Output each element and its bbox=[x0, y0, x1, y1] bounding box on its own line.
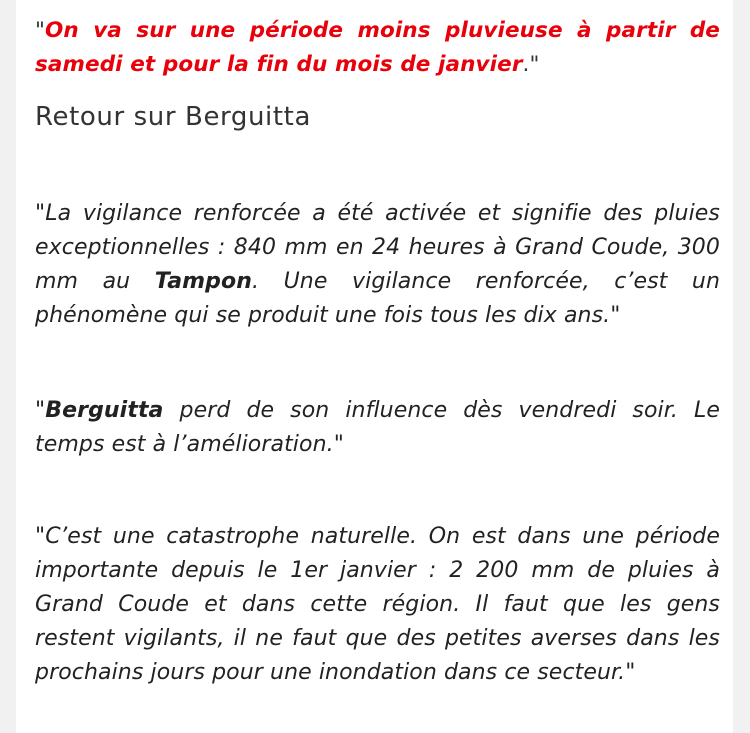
section-title: Retour sur Berguitta bbox=[35, 102, 311, 132]
quote-open-mark: " bbox=[35, 524, 46, 549]
quote-close-mark: " bbox=[625, 660, 636, 685]
quote-text: C’est une catastrophe naturelle. On est dans une période importante depuis le 1er janvier : 2 200 mm de pluies à Grand Coude et dans cette région. Il faut que les gens restent vigilants, il ne faut que des petites averses dans les prochains jours pour une inondation dans ce secteur. bbox=[35, 524, 720, 685]
quote-text: perd de son influence dès vendredi soir. Le temps est à l’amélioration. bbox=[35, 398, 720, 457]
quote-bold-place: Tampon bbox=[154, 269, 252, 294]
quote-bold-name: Berguitta bbox=[45, 398, 164, 423]
quote-paragraph-berguitta bbox=[35, 394, 720, 462]
quote-paragraph-vigilance bbox=[35, 197, 720, 333]
quote-open-mark: " bbox=[35, 398, 46, 423]
quote-open-mark: " bbox=[35, 18, 45, 43]
quote-close-mark: ." bbox=[522, 52, 540, 77]
quote-paragraph-catastrophe bbox=[35, 520, 720, 690]
headline-quote-text: On va sur une période moins pluvieuse à partir de samedi et pour la fin du mois de janvier bbox=[35, 18, 720, 77]
quote-text: La vigilance renforcée a été activée et signifie des pluies exceptionnelles : 840 mm en 24 heures à Grand Coude, 300 mm au bbox=[35, 201, 720, 294]
quote-text: . Une vigilance renforcée, c’est un phénomène qui se produit une fois tous les dix ans. bbox=[35, 269, 721, 328]
article-page bbox=[16, 0, 733, 733]
quote-open-mark: " bbox=[35, 201, 46, 226]
quote-close-mark: " bbox=[333, 432, 344, 457]
quote-close-mark: " bbox=[610, 303, 621, 328]
article-body bbox=[35, 14, 720, 690]
headline-quote bbox=[35, 14, 720, 82]
